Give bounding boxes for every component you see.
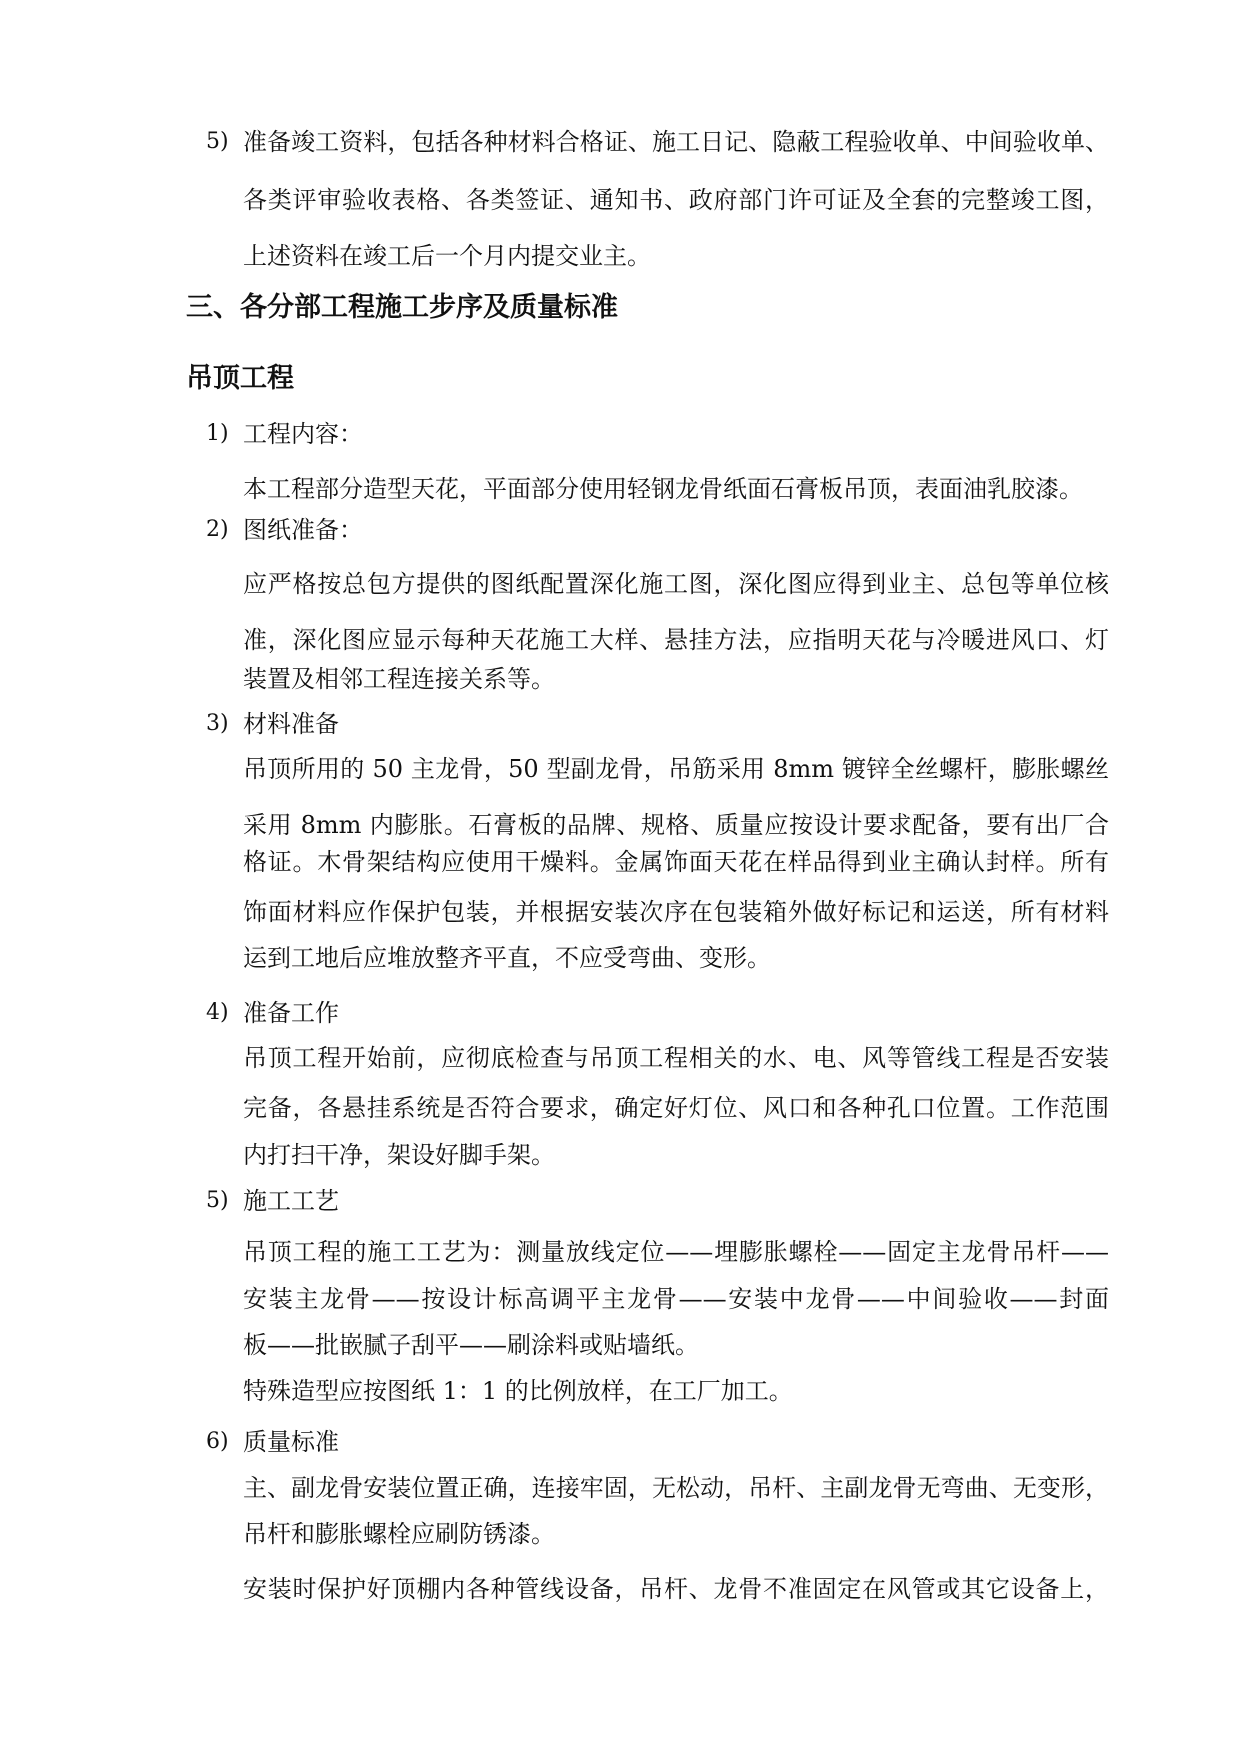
paragraph-line: 装置及相邻工程连接关系等。 [243,665,555,693]
paragraph-line: 应严格按总包方提供的图纸配置深化施工图，深化图应得到业主、总包等单位核 [243,570,1109,598]
paragraph-line: 格证。木骨架结构应使用干燥料。金属饰面天花在样品得到业主确认封样。所有 [243,848,1109,876]
paragraph-line: 主、副龙骨安装位置正确，连接牢固，无松动，吊杆、主副龙骨无弯曲、无变形， [243,1474,1109,1502]
paragraph-line: 本工程部分造型天花，平面部分使用轻钢龙骨纸面石膏板吊顶，表面油乳胶漆。 [243,475,1083,503]
paragraph-line: 准，深化图应显示每种天花施工大样、悬挂方法，应指明天花与冷暖进风口、灯 [243,626,1109,654]
section-heading: 三、各分部工程施工步序及质量标准 [186,292,618,323]
list-number: 5) [206,1188,229,1213]
paragraph-line: 安装时保护好顶棚内各种管线设备，吊杆、龙骨不准固定在风管或其它设备上， [243,1575,1109,1603]
list-number: 6) [206,1429,229,1454]
item-title: 图纸准备： [243,516,363,544]
paragraph-line: 饰面材料应作保护包装，并根据安装次序在包装箱外做好标记和运送，所有材料 [243,898,1109,926]
paragraph-line: 完备，各悬挂系统是否符合要求，确定好灯位、风口和各种孔口位置。工作范围 [243,1094,1109,1122]
paragraph-line: 上述资料在竣工后一个月内提交业主。 [243,242,651,270]
subsection-heading: 吊顶工程 [186,363,294,394]
list-number: 2) [206,517,229,542]
paragraph-line: 吊杆和膨胀螺栓应刷防锈漆。 [243,1520,555,1548]
paragraph-line: 安装主龙骨——按设计标高调平主龙骨——安装中龙骨——中间验收——封面 [243,1285,1109,1313]
paragraph-line: 运到工地后应堆放整齐平直，不应受弯曲、变形。 [243,944,771,972]
paragraph-line: 特殊造型应按图纸 1：1 的比例放样，在工厂加工。 [243,1377,793,1405]
paragraph-line: 板——批嵌腻子刮平——刷涂料或贴墙纸。 [243,1331,699,1359]
paragraph-line: 采用 8mm 内膨胀。石膏板的品牌、规格、质量应按设计要求配备，要有出厂合 [243,811,1109,839]
item-title: 工程内容： [243,420,363,448]
paragraph-line: 吊顶所用的 50 主龙骨，50 型副龙骨，吊筋采用 8mm 镀锌全丝螺杆，膨胀螺丝 [243,755,1109,783]
list-number: 1) [206,421,229,446]
item-title: 施工工艺 [243,1187,339,1215]
list-number: 3) [206,711,229,736]
item-title: 准备工作 [243,999,339,1027]
item-title: 材料准备 [243,710,339,738]
paragraph-line: 吊顶工程的施工工艺为：测量放线定位——埋膨胀螺栓——固定主龙骨吊杆—— [243,1238,1109,1266]
item-title: 质量标准 [243,1428,339,1456]
list-number: 4) [206,1000,229,1025]
paragraph-line: 吊顶工程开始前，应彻底检查与吊顶工程相关的水、电、风等管线工程是否安装 [243,1044,1109,1072]
list-number: 5) [206,129,229,154]
paragraph-line: 内打扫干净，架设好脚手架。 [243,1141,555,1169]
paragraph-line: 准备竣工资料，包括各种材料合格证、施工日记、隐蔽工程验收单、中间验收单、 [243,128,1109,156]
paragraph-line: 各类评审验收表格、各类签证、通知书、政府部门许可证及全套的完整竣工图， [243,186,1109,214]
